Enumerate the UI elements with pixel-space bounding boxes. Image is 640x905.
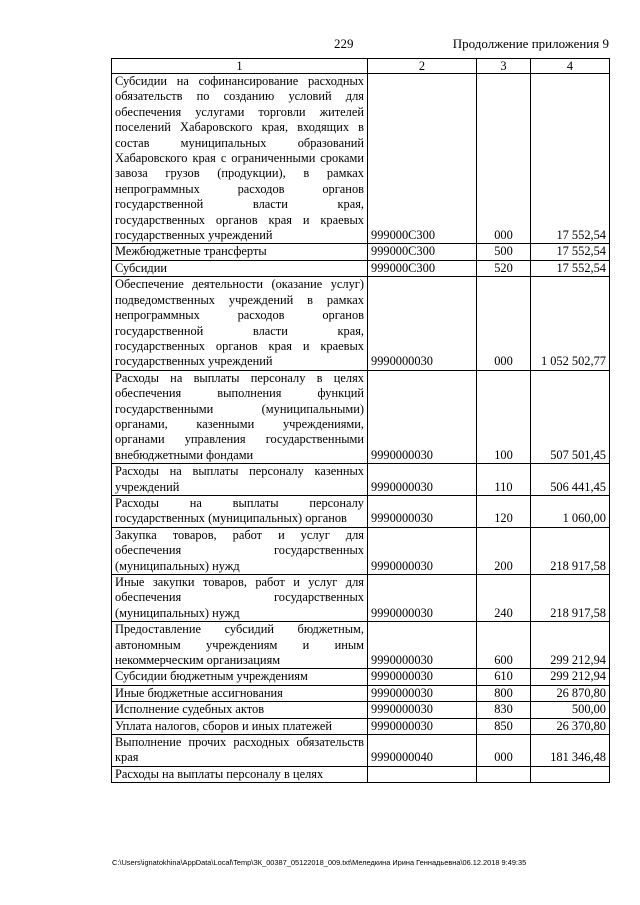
row-target-code: 999000С300	[368, 74, 477, 244]
row-expense-type: 500	[477, 244, 531, 260]
row-expense-type: 100	[477, 370, 531, 463]
row-amount: 506 441,45	[531, 464, 610, 496]
row-target-code: 9990000030	[368, 669, 477, 685]
row-target-code: 9990000030	[368, 575, 477, 622]
table-body	[112, 74, 610, 783]
row-expense-type: 000	[477, 735, 531, 767]
row-amount: 1 052 502,77	[531, 277, 610, 370]
row-target-code: 999000С300	[368, 260, 477, 276]
row-target-code: 9990000030	[368, 277, 477, 370]
row-amount: 218 917,58	[531, 527, 610, 574]
row-expense-type: 520	[477, 260, 531, 276]
row-description: Закупка товаров, работ и услуг для обеспечения государственных (муниципальных) нужд	[112, 527, 368, 574]
row-target-code: 9990000030	[368, 685, 477, 701]
column-header-4: 4	[531, 59, 610, 74]
row-description: Расходы на выплаты персоналу в целях обеспечения выполнения функций государственными (муниципальными) органами, казенными учреждениями, органами управления государственными внебюджетными фондами	[112, 370, 368, 463]
table-row	[112, 766, 610, 782]
row-description: Выполнение прочих расходных обязательств края	[112, 735, 368, 767]
row-expense-type: 120	[477, 495, 531, 527]
page-number: 229	[334, 36, 354, 51]
row-description: Иные бюджетные ассигнования	[112, 685, 368, 701]
row-description: Иные закупки товаров, работ и услуг для обеспечения государственных (муниципальных) нужд	[112, 575, 368, 622]
row-description: Субсидии на софинансирование расходных обязательств по созданию условий для обеспечения услугами торговли жителей поселений Хабаровского края, входящих в состав муниципальных образований Хабаровского края с ограниченными сроками завоза грузов (продукции), в рамках непрограммных расходов органов государственной власти края, государственных органов края и краевых государственных учреждений	[112, 74, 368, 244]
budget-table	[111, 58, 610, 783]
row-expense-type: 200	[477, 527, 531, 574]
row-expense-type	[477, 766, 531, 782]
row-description: Уплата налогов, сборов и иных платежей	[112, 718, 368, 734]
row-target-code: 9990000030	[368, 527, 477, 574]
footer-file-path: C:\Users\ignatokhina\AppData\Local\Temp\ЗК_00387_05122018_009.txt\Меледкина Ирина Геннадьевна\06.12.2018 9:49:35	[112, 858, 527, 867]
table-row	[112, 527, 610, 574]
row-amount: 218 917,58	[531, 575, 610, 622]
row-description: Обеспечение деятельности (оказание услуг) подведомственных учреждений в рамках непрограммных расходов органов государственной власти края, государственных органов края и краевых государственных учреждений	[112, 277, 368, 370]
table-row	[112, 735, 610, 767]
table-row	[112, 685, 610, 701]
appendix-continuation-label: Продолжение приложения 9	[452, 36, 609, 51]
column-header-1: 1	[112, 59, 368, 74]
row-amount: 299 212,94	[531, 622, 610, 669]
row-target-code: 999000С300	[368, 244, 477, 260]
column-header-2: 2	[368, 59, 477, 74]
row-amount	[531, 766, 610, 782]
row-description: Предоставление субсидий бюджетным, автономным учреждениям и иным некоммерческим организациям	[112, 622, 368, 669]
row-target-code: 9990000030	[368, 464, 477, 496]
row-amount: 17 552,54	[531, 74, 610, 244]
row-description: Субсидии	[112, 260, 368, 276]
row-target-code: 9990000030	[368, 718, 477, 734]
table-row	[112, 669, 610, 685]
row-target-code: 9990000040	[368, 735, 477, 767]
row-expense-type: 110	[477, 464, 531, 496]
row-description: Расходы на выплаты персоналу в целях	[112, 766, 368, 782]
row-expense-type: 000	[477, 277, 531, 370]
table-row	[112, 575, 610, 622]
row-expense-type: 800	[477, 685, 531, 701]
row-expense-type: 000	[477, 74, 531, 244]
row-expense-type: 240	[477, 575, 531, 622]
row-amount: 299 212,94	[531, 669, 610, 685]
table-row	[112, 622, 610, 669]
row-expense-type: 830	[477, 702, 531, 718]
table-row	[112, 718, 610, 734]
row-description: Исполнение судебных актов	[112, 702, 368, 718]
row-target-code: 9990000030	[368, 702, 477, 718]
table-row	[112, 260, 610, 276]
row-description: Субсидии бюджетным учреждениям	[112, 669, 368, 685]
row-amount: 1 060,00	[531, 495, 610, 527]
table-row	[112, 464, 610, 496]
table-row	[112, 277, 610, 370]
row-description: Расходы на выплаты персоналу казенных учреждений	[112, 464, 368, 496]
row-expense-type: 850	[477, 718, 531, 734]
table-row	[112, 244, 610, 260]
row-expense-type: 600	[477, 622, 531, 669]
row-expense-type: 610	[477, 669, 531, 685]
row-target-code: 9990000030	[368, 495, 477, 527]
row-amount: 500,00	[531, 702, 610, 718]
row-description: Межбюджетные трансферты	[112, 244, 368, 260]
row-target-code: 9990000030	[368, 622, 477, 669]
row-target-code	[368, 766, 477, 782]
row-description: Расходы на выплаты персоналу государственных (муниципальных) органов	[112, 495, 368, 527]
table-row	[112, 495, 610, 527]
table-row	[112, 702, 610, 718]
row-target-code: 9990000030	[368, 370, 477, 463]
row-amount: 181 346,48	[531, 735, 610, 767]
row-amount: 26 870,80	[531, 685, 610, 701]
table-row	[112, 370, 610, 463]
row-amount: 17 552,54	[531, 244, 610, 260]
column-header-3: 3	[477, 59, 531, 74]
table-header-row	[112, 59, 610, 74]
table-row	[112, 74, 610, 244]
row-amount: 507 501,45	[531, 370, 610, 463]
row-amount: 26 370,80	[531, 718, 610, 734]
row-amount: 17 552,54	[531, 260, 610, 276]
